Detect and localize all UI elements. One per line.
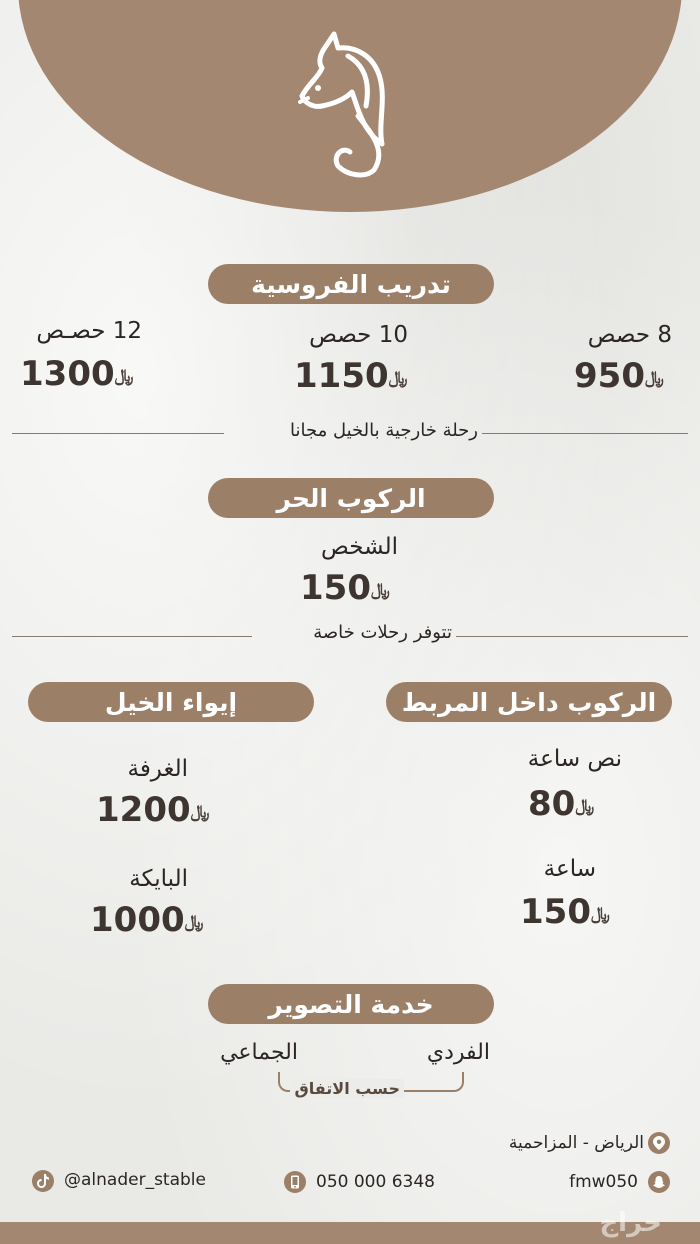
plan-8-sessions: 8 حصص — [587, 322, 672, 348]
divider-line — [12, 636, 252, 637]
free-riding-title: الركوب الحر — [276, 483, 426, 513]
phone-number[interactable]: 050 000 6348 — [316, 1172, 435, 1192]
boarding-room-label: الغرفة — [127, 756, 188, 782]
arena-half-hour-label: نص ساعة — [527, 746, 622, 772]
horse-boarding-title: إيواء الخيل — [104, 687, 238, 717]
divider-line — [12, 433, 224, 434]
watermark-logo: حراج — [599, 1208, 662, 1238]
arena-hour-price: ﷼150 — [520, 892, 610, 932]
arena-riding-title-pill — [386, 682, 672, 722]
training-title-pill — [208, 264, 494, 304]
riyal-icon: ﷼ — [190, 801, 210, 822]
plan-12-sessions: 12 حصـص — [36, 318, 142, 344]
location-pin-icon — [648, 1132, 670, 1154]
riyal-icon: ﷼ — [590, 903, 610, 924]
plan-10-price: ﷼1150 — [294, 356, 408, 396]
training-title: تدريب الفروسية — [251, 269, 451, 299]
footer-bar — [0, 1222, 700, 1244]
boarding-stall-price: ﷼1000 — [90, 900, 204, 940]
training-note: رحلة خارجية بالخيل مجانا — [289, 420, 478, 441]
riyal-icon: ﷼ — [370, 579, 390, 600]
plan-12-price: ﷼1300 — [20, 354, 134, 394]
phone-icon — [284, 1171, 306, 1193]
riyal-icon: ﷼ — [388, 367, 408, 388]
free-riding-note: تتوفر رحلات خاصة — [313, 622, 452, 643]
photography-title-pill — [208, 984, 494, 1024]
arena-half-hour-price: ﷼80 — [528, 784, 595, 824]
free-riding-label: الشخص — [321, 534, 398, 560]
photography-note: حسب الاتفاق — [290, 1079, 404, 1098]
free-riding-price: ﷼150 — [300, 568, 390, 608]
snapchat-handle[interactable]: fmw050 — [569, 1172, 638, 1192]
boarding-stall-label: البايكة — [129, 866, 188, 892]
plan-10-sessions: 10 حصص — [309, 322, 408, 348]
riyal-icon: ﷼ — [644, 367, 664, 388]
photography-individual: الفردي — [426, 1040, 490, 1065]
arena-riding-title: الركوب داخل المربط — [401, 687, 657, 717]
tiktok-icon — [32, 1170, 54, 1192]
photography-title: خدمة التصوير — [268, 989, 434, 1019]
horse-logo-icon — [278, 26, 418, 186]
arena-hour-label: ساعة — [543, 856, 596, 882]
plan-8-price: ﷼950 — [574, 356, 664, 396]
riyal-icon: ﷼ — [184, 911, 204, 932]
tiktok-handle[interactable]: @alnader_stable — [64, 1170, 206, 1190]
riyal-icon: ﷼ — [575, 795, 595, 816]
snapchat-icon — [648, 1171, 670, 1193]
riyal-icon: ﷼ — [114, 365, 134, 386]
divider-line — [456, 636, 688, 637]
location-text: الرياض - المزاحمية — [508, 1133, 644, 1153]
photography-group: الجماعي — [220, 1040, 298, 1065]
boarding-room-price: ﷼1200 — [96, 790, 210, 830]
divider-line — [482, 433, 688, 434]
free-riding-title-pill — [208, 478, 494, 518]
horse-boarding-title-pill — [28, 682, 314, 722]
